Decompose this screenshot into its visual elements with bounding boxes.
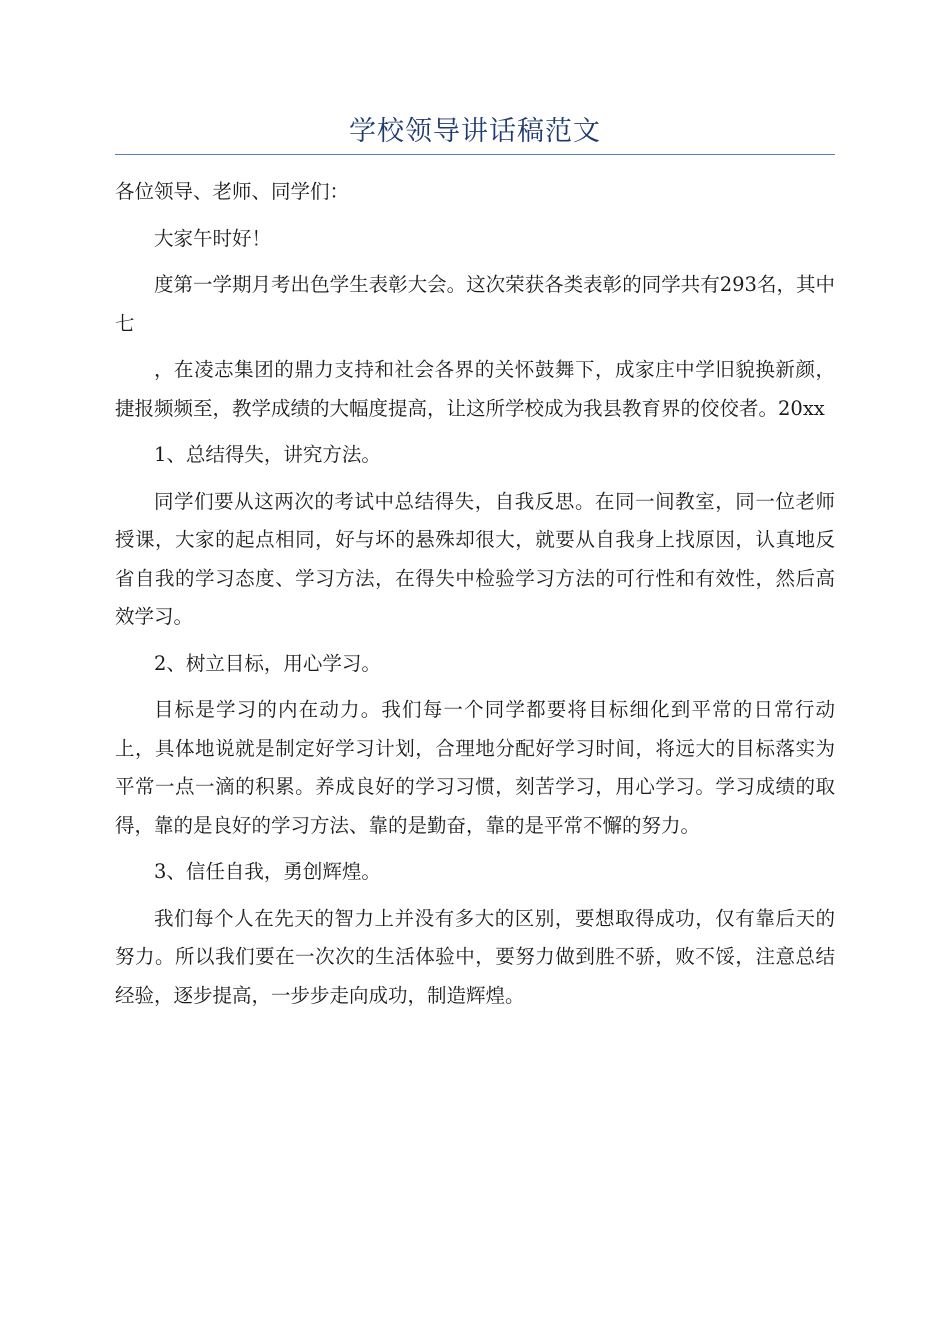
- paragraph-section-1: 同学们要从这两次的考试中总结得失，自我反思。在同一间教室，同一位老师授课，大家的起点相同，好与坏的悬殊却很大，就要从自我身上找原因，认真地反省自我的学习态度、学习方法，在得失中检验学习方法的可行性和有效性，然后高效学习。: [115, 489, 835, 628]
- paragraph-section-3: 我们每个人在先天的智力上并没有多大的区别，要想取得成功，仅有靠后天的努力。所以我们要在一次次的生活体验中，要努力做到胜不骄，败不馁，注意总结经验，逐步提高，一步步走向成功，制造辉煌。: [115, 906, 835, 1007]
- paragraph-award-intro: 度第一学期月考出色学生表彰大会。这次荣获各类表彰的同学共有293名，其中七: [115, 273, 835, 335]
- section-heading-3: 3、信任自我，勇创辉煌。: [154, 860, 381, 883]
- paragraph-greeting: 大家午时好！: [154, 226, 272, 250]
- paragraph-salutation: 各位领导、老师、同学们：: [115, 180, 350, 203]
- document-body: [115, 173, 835, 1023]
- document-title: 学校领导讲话稿范文: [349, 116, 601, 147]
- section-heading-1: 1、总结得失，讲究方法。: [154, 443, 381, 466]
- title-underline: [115, 154, 835, 155]
- paragraph-school-progress: ，在凌志集团的鼎力支持和社会各界的关怀鼓舞下，成家庄中学旧貌换新颜，捷报频频至，教学成绩的大幅度提高，让这所学校成为我县教育界的佼佼者。20xx: [115, 358, 835, 420]
- paragraph-section-2: 目标是学习的内在动力。我们每一个同学都要将目标细化到平常的日常行动上，具体地说就是制定好学习计划，合理地分配好学习时间，将远大的目标落实为平常一点一滴的积累。养成良好的学习习惯，刻苦学习，用心学习。学习成绩的取得，靠的是良好的学习方法、靠的是勤奋，靠的是平常不懈的努力。: [115, 698, 835, 837]
- section-heading-2: 2、树立目标，用心学习。: [154, 651, 381, 675]
